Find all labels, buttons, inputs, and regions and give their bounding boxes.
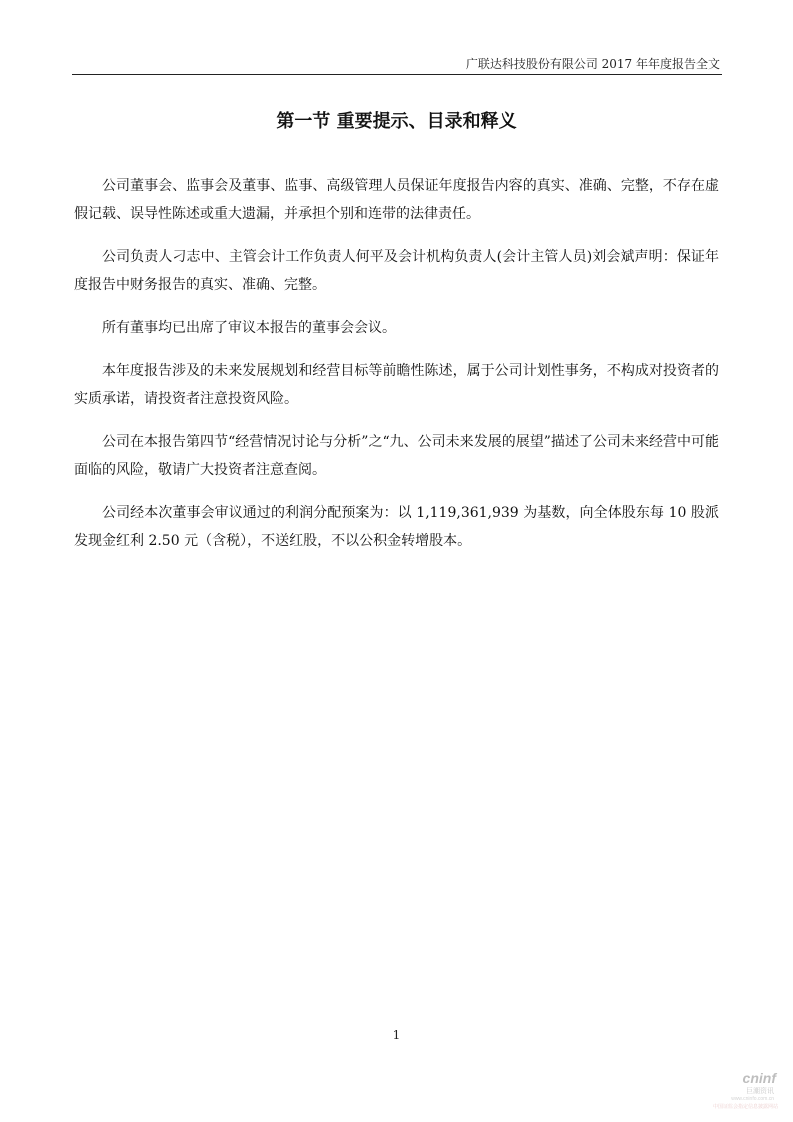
paragraph-forward-looking-statements: 本年度报告涉及的未来发展规划和经营目标等前瞻性陈述，属于公司计划性事务，不构成对投资者的实质承诺，请投资者注意投资风险。 [74,363,719,407]
watermark-cn-name: 巨潮资讯 [746,1087,774,1095]
body-text [74,172,719,570]
page-number: 1 [392,1028,401,1042]
watermark-tagline: 中国证监会指定信息披露网站 [712,1104,778,1110]
paragraph-profit-distribution: 公司经本次董事会审议通过的利润分配预案为：以 1,119,361,939 为基数，向全体股东每 10 股派发现金红利 2.50 元（含税），不送红股，不以公积金转增股本。 [74,505,719,549]
paragraph-directors-attendance: 所有董事均已出席了审议本报告的董事会会议。 [102,320,396,336]
watermark-url: www.cninfo.com.cn [731,1096,774,1102]
paragraph-responsible-persons-statement: 公司负责人刁志中、主管会计工作负责人何平及会计机构负责人(会计主管人员)刘会斌声明：保证年度报告中财务报告的真实、准确、完整。 [74,249,719,293]
section-title: 第一节 重要提示、目录和释义 [276,111,517,132]
cninfo-logo-icon: cninf [742,1070,776,1086]
cninfo-watermark [700,1070,780,1116]
paragraph-board-guarantee: 公司董事会、监事会及董事、监事、高级管理人员保证年度报告内容的真实、准确、完整，不存在虚假记载、误导性陈述或重大遗漏，并承担个别和连带的法律责任。 [74,178,719,222]
page-header [72,54,722,75]
paragraph-risk-notice: 公司在本报告第四节“经营情况讨论与分析”之“九、公司未来发展的展望”描述了公司未来经营中可能面临的风险，敬请广大投资者注意查阅。 [74,434,719,478]
report-title-header: 广联达科技股份有限公司 2017 年年度报告全文 [465,57,720,71]
